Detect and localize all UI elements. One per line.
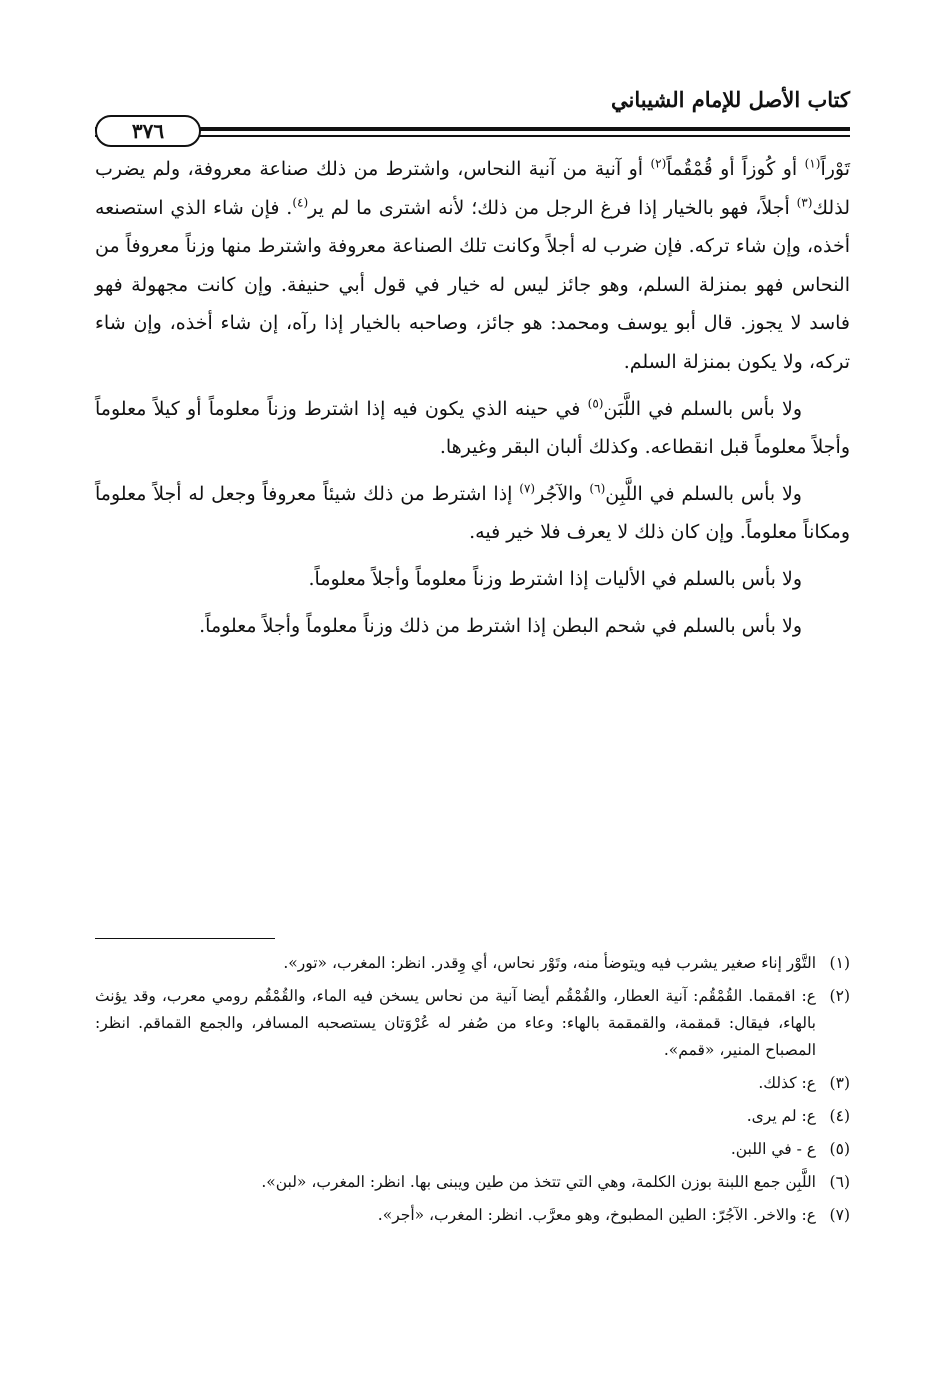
text-run: أو آنية من آنية النحاس، واشترط من ذلك صناعة معروفة، ولم يضرب لذلك <box>95 158 850 219</box>
footnote-number: (٦) <box>829 1173 850 1191</box>
text-run: أجلاً، فهو بالخيار إذا فرغ الرجل من ذلك؛ لأنه اشترى ما لم ير <box>308 196 797 219</box>
header-rule-thin <box>95 135 850 137</box>
main-text <box>95 150 850 653</box>
text-run: والآجُر <box>535 482 590 505</box>
footnote-number: (١) <box>829 954 850 972</box>
footnote <box>95 1169 850 1196</box>
footnotes <box>95 950 850 1235</box>
footnote-ref: (٧) <box>519 481 536 496</box>
footnote-number: (٥) <box>829 1140 850 1158</box>
text-run: ولا بأس بالسلم في اللَّبِن <box>605 482 802 505</box>
footnote-ref: (١) <box>804 156 821 171</box>
paragraph <box>95 475 850 552</box>
paragraph <box>95 560 850 599</box>
text-run: تَوْراً <box>820 158 850 180</box>
footnote-number: (٣) <box>829 1074 850 1092</box>
footnote-text: التَّوْر إناء صغير يشرب فيه ويتوضأ منه، وتَوْر نحاس، أي وِقدر. انظر: المغرب، «تور». <box>283 954 816 972</box>
footnote-ref: (٥) <box>587 396 604 411</box>
book-title: كتاب الأصل للإمام الشيباني <box>611 87 850 112</box>
footnote-ref: (٤) <box>292 195 309 210</box>
footnote-text: ع: والاخر. الآجُرّ: الطين المطبوخ، وهو معرَّب. انظر: المغرب، «أجر». <box>377 1206 816 1224</box>
text-run: أو كُوزاً أو قُمْقُماً <box>666 158 805 180</box>
text-run: . فإن شاء الذي استصنعه أخذه، وإن شاء تركه. فإن ضرب له أجلاً وكانت تلك الصناعة معروفة واشترط منها وزناً معروفاً من النحاس فهو بمنزلة السلم، وهو جائز ليس له خيار في قول أبي حنيفة. وإن كانت مجهولة فهو فاسد لا يجوز. قال أبو يوسف ومحمد: هو جائز، وصاحبه بالخيار إذا رآه، إن شاء أخذه، وإن شاء تركه، ولا يكون بمنزلة السلم. <box>95 196 850 373</box>
text-run: إذا اشترط من ذلك شيئاً معروفاً وجعل له أجلاً معلوماً ومكاناً معلوماً. وإن كان ذلك لا يعرف فلا خير فيه. <box>95 482 850 544</box>
paragraph <box>95 150 850 382</box>
footnote <box>95 1103 850 1130</box>
text-run: في حينه الذي يكون فيه إذا اشترط وزناً معلوماً أو كيلاً معلوماً وأجلاً معلوماً قبل انقطاعه. وكذلك ألبان البقر وغيرها. <box>95 397 850 459</box>
text-run: ولا بأس بالسلم في شحم البطن إذا اشترط من ذلك وزناً معلوماً وأجلاً معلوماً. <box>199 614 802 637</box>
paragraph <box>95 607 850 646</box>
text-run: ولا بأس بالسلم في اللَّبَن <box>603 397 803 420</box>
footnote <box>95 1070 850 1097</box>
header-rule-thick <box>95 127 850 131</box>
footnote-text: ع: اقمقما. القُمْقُم: آنية العطار، والقُمْقُم أيضا آنية من نحاس يسخن فيه الماء، والقُمْقُم رومي معرب، وقد يؤنث بالهاء، فيقال: قمقمة، والقمقمة بالهاء: وعاء من صُفر له عُرْوَتان يستصحبه المسافر، والجمع القماقم. انظر: المصباح المنير، «قمم». <box>95 987 816 1059</box>
paragraph <box>95 390 850 467</box>
footnote-number: (٢) <box>829 987 850 1005</box>
footnote-number: (٧) <box>829 1206 850 1224</box>
footnote <box>95 983 850 1064</box>
footnote-ref: (٣) <box>796 195 813 210</box>
footnote-text: ع - في اللبن. <box>730 1140 816 1158</box>
footnote-text: اللَّبِن جمع اللبنة بوزن الكلمة، وهي التي تتخذ من طين ويبنى بها. انظر: المغرب، «لبن». <box>261 1173 816 1191</box>
footnote-text: ع: لم يرى. <box>746 1107 816 1125</box>
footnote-separator <box>95 938 275 939</box>
footnote-text: ع: كذلك. <box>758 1074 816 1092</box>
footnote <box>95 1202 850 1229</box>
page-header <box>95 85 850 145</box>
footnote-ref: (٦) <box>589 481 606 496</box>
footnote <box>95 950 850 977</box>
text-run: ولا بأس بالسلم في الأليات إذا اشترط وزناً معلوماً وأجلاً معلوماً. <box>308 567 802 590</box>
footnote-number: (٤) <box>829 1107 850 1125</box>
footnote <box>95 1136 850 1163</box>
footnote-ref: (٢) <box>650 156 667 171</box>
page-number: ٣٧٦ <box>95 115 201 147</box>
